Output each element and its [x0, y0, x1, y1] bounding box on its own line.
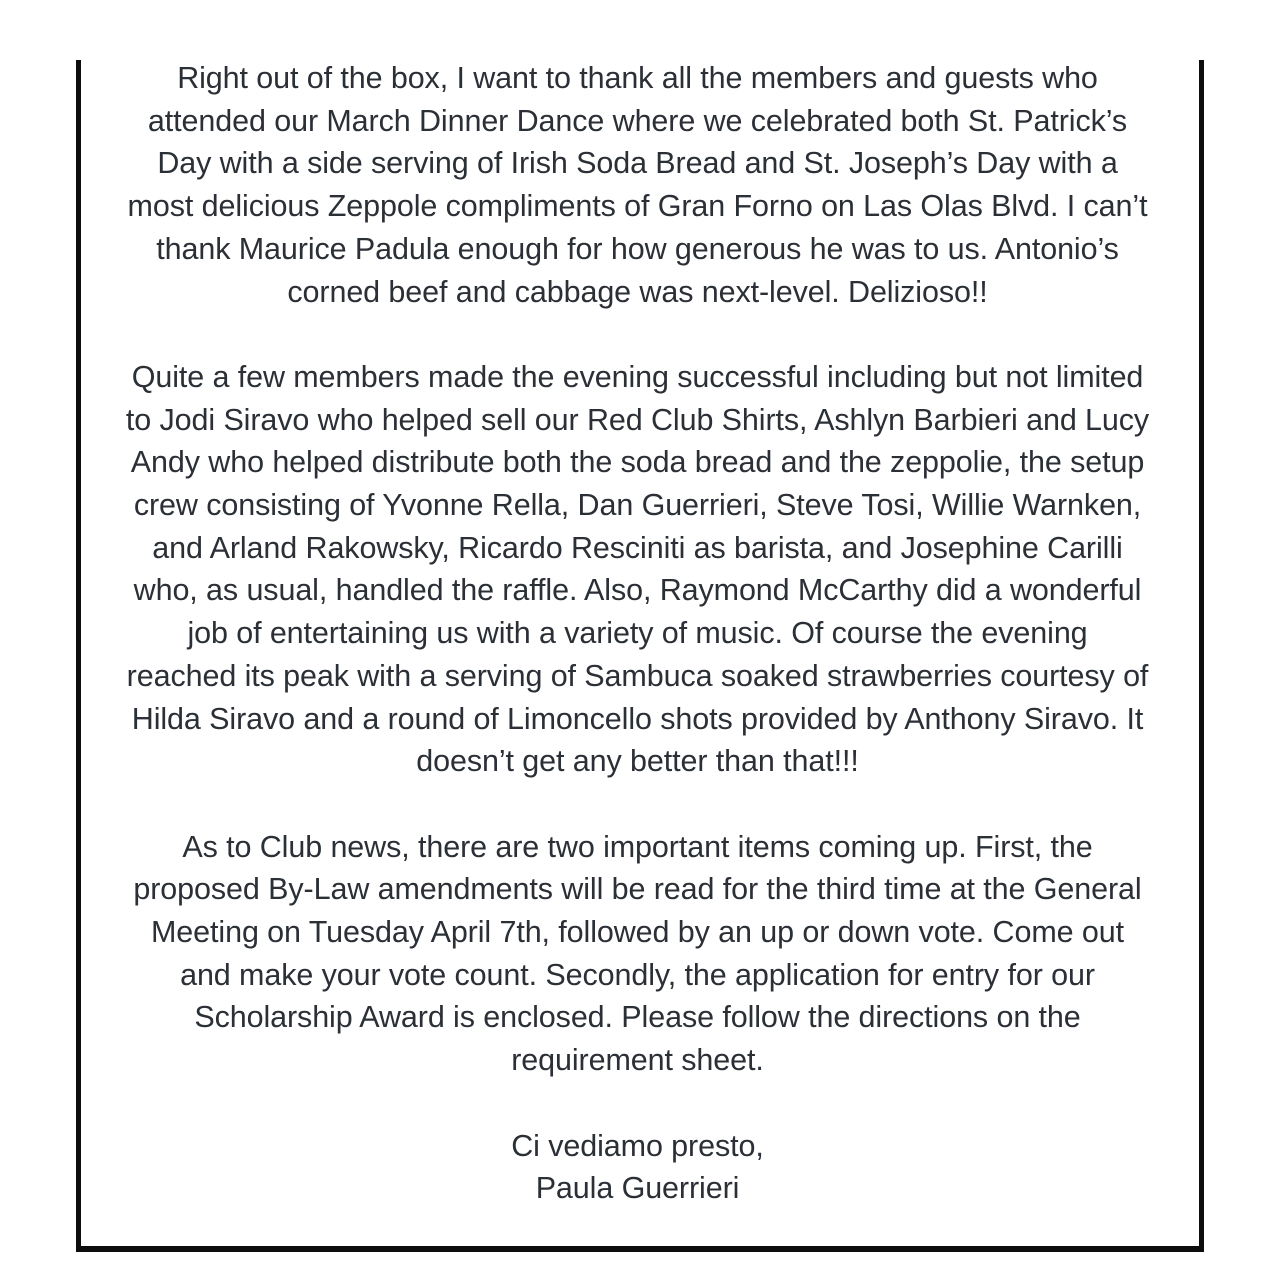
paragraph-thanks [60, 57, 1215, 313]
paragraph-volunteers [60, 356, 1215, 783]
text-line: reached its peak with a serving of Sambuca soaked strawberries courtesy of [126, 658, 1149, 693]
letter-body [60, 57, 1215, 1210]
signature-name: Paula Guerrieri [535, 1171, 740, 1206]
text-line: most delicious Zeppole compliments of Gran Forno on Las Olas Blvd. I can’t [127, 189, 1148, 224]
text-line: Day with a side serving of Irish Soda Bread and St. Joseph’s Day with a [157, 146, 1118, 181]
text-line: Right out of the box, I want to thank all the members and guests who [177, 61, 1098, 95]
text-line: Andy who helped distribute both the soda bread and the zeppolie, the setup [130, 445, 1145, 480]
text-line: Hilda Siravo and a round of Limoncello shots provided by Anthony Siravo. It [131, 701, 1144, 736]
closing-salutation: Ci vediamo presto, [511, 1128, 764, 1163]
text-line: and make your vote count. Secondly, the application for entry for our [180, 957, 1095, 992]
text-line: proposed By-Law amendments will be read for the third time at the General [133, 872, 1142, 907]
text-line: Meeting on Tuesday April 7th, followed by an up or down vote. Come out [151, 915, 1124, 950]
text-line: to Jodi Siravo who helped sell our Red Club Shirts, Ashlyn Barbieri and Lucy [125, 402, 1150, 437]
text-line: As to Club news, there are two important items coming up. First, the [182, 829, 1093, 864]
text-line: requirement sheet. [511, 1043, 764, 1078]
text-line: job of entertaining us with a variety of music. Of course the evening [187, 616, 1088, 651]
text-line: attended our March Dinner Dance where we celebrated both St. Patrick’s [147, 103, 1128, 138]
text-line: doesn’t get any better than that!!! [416, 744, 859, 779]
text-line: Scholarship Award is enclosed. Please follow the directions on the [194, 1000, 1081, 1035]
text-line: and Arland Rakowsky, Ricardo Resciniti as barista, and Josephine Carilli [152, 530, 1123, 565]
text-line: crew consisting of Yvonne Rella, Dan Guerrieri, Steve Tosi, Willie Warnken, [133, 488, 1142, 523]
text-line: who, as usual, handled the raffle. Also, Raymond McCarthy did a wonderful [133, 573, 1142, 608]
paragraph-club-news [60, 826, 1215, 1082]
text-line: thank Maurice Padula enough for how generous he was to us. Antonio’s [156, 231, 1119, 266]
text-line: corned beef and cabbage was next-level. Delizioso!! [287, 274, 988, 309]
text-line: Quite a few members made the evening successful including but not limited [131, 359, 1144, 394]
letter-closing [60, 1125, 1215, 1210]
